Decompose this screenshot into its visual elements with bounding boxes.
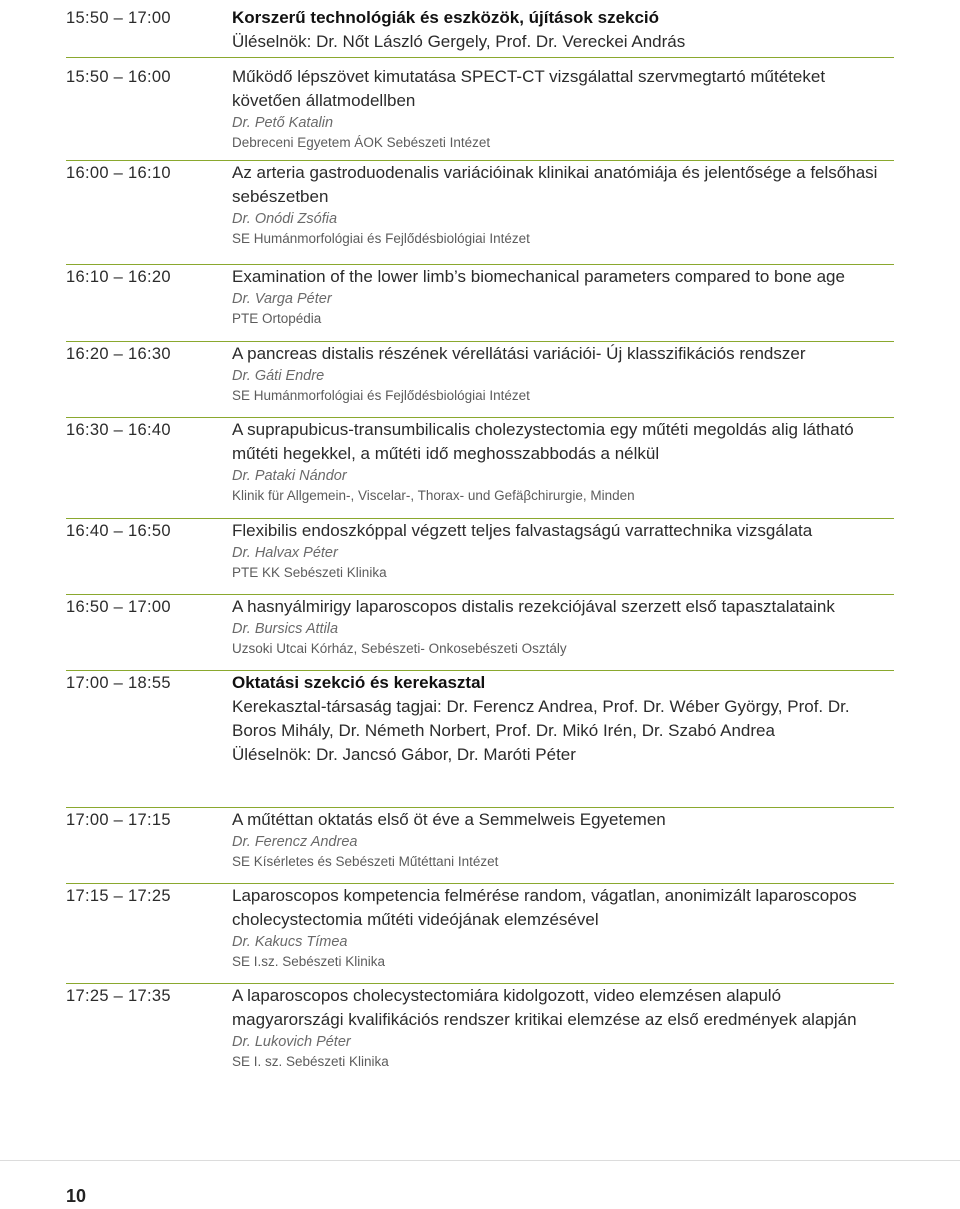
page-number: 10 [66,1186,87,1206]
program-schedule [66,0,894,1083]
item-institution: Uzsoki Utcai Kórház, Sebészeti- Onkosebészeti Osztály [232,641,567,656]
program-item [66,160,894,264]
item-title: A hasnyálmirigy laparoscopos distalis rezekciójával szerzett első tapasztalataink [232,597,835,616]
item-time: 17:15 – 17:25 [66,887,171,905]
item-speaker: Dr. Ferencz Andrea [232,834,358,850]
item-title: A pancreas distalis részének vérellátási variációi- Új klasszifikációs rendszer [232,344,806,363]
program-item [66,594,894,670]
item-time: 15:50 – 16:00 [66,68,171,86]
program-item [66,417,894,518]
item-speaker: Dr. Halvax Péter [232,545,338,561]
item-time: 17:25 – 17:35 [66,987,171,1005]
roundtable-members: Kerekasztal-társaság tagjai: Dr. Ferencz Andrea, Prof. Dr. Wéber György, Prof. Dr. Boros Mihály, Dr. Németh Norbert, Prof. Dr. Mikó Irén, Dr. Szabó Andrea [232,697,850,740]
item-speaker: Dr. Bursics Attila [232,621,339,637]
item-speaker: Dr. Pető Katalin [232,115,334,131]
item-speaker: Dr. Kakucs Tímea [232,934,348,950]
item-speaker: Dr. Pataki Nándor [232,468,347,484]
item-time: 16:20 – 16:30 [66,345,171,363]
session-time: 15:50 – 17:00 [66,9,171,27]
session-chairs: Üléselnök: Dr. Nőt László Gergely, Prof. Dr. Vereckei András [232,32,686,51]
session-title: Oktatási szekció és kerekasztal [232,673,486,692]
item-institution: PTE KK Sebészeti Klinika [232,565,387,580]
item-title: A suprapubicus-transumbilicalis cholezystectomia egy műtéti megoldás alig látható műtéti hegekkel, a műtéti idő meghosszabbodás a nélkül [232,420,854,463]
session-header-technology [66,0,894,58]
session-chairs: Üléselnök: Dr. Jancsó Gábor, Dr. Maróti Péter [232,745,576,764]
item-time: 16:30 – 16:40 [66,421,171,439]
item-institution: SE Kísérletes és Sebészeti Műtéttani Intézet [232,854,499,869]
item-time: 16:40 – 16:50 [66,522,171,540]
item-title: Flexibilis endoszkóppal végzett teljes falvastagságú varrattechnika vizsgálata [232,521,813,540]
program-item [66,883,894,983]
item-title: Examination of the lower limb’s biomechanical parameters compared to bone age [232,267,845,286]
item-institution: SE Humánmorfológiai és Fejlődésbiológiai Intézet [232,231,530,246]
item-speaker: Dr. Onódi Zsófia [232,211,338,227]
session-time: 17:00 – 18:55 [66,674,171,692]
item-title: A laparoscopos cholecystectomiára kidolgozott, video elemzésen alapuló magyarországi kvalifikációs rendszer kritikai elemzése az első eredmények alapján [232,986,857,1029]
item-title: A műtéttan oktatás első öt éve a Semmelweis Egyetemen [232,810,666,829]
session-header-education [66,670,894,807]
session-title: Korszerű technológiák és eszközök, újítások szekció [232,8,660,27]
item-title: Működő lépszövet kimutatása SPECT-CT vizsgálattal szervmegtartó műtéteket követően állatmodellben [232,67,826,110]
program-item [66,341,894,417]
item-speaker: Dr. Gáti Endre [232,368,325,384]
item-institution: PTE Ortopédia [232,311,322,326]
program-item [66,58,894,160]
footer-divider [0,1160,960,1161]
item-title: Az arteria gastroduodenalis variációinak klinikai anatómiája és jelentősége a felsőhasi sebészetben [232,163,878,206]
item-time: 17:00 – 17:15 [66,811,171,829]
item-time: 16:00 – 16:10 [66,164,171,182]
item-title: Laparoscopos kompetencia felmérése random, vágatlan, anonimizált laparoscopos cholecystectomia műtéti videójának elemzésével [232,886,857,929]
item-institution: SE Humánmorfológiai és Fejlődésbiológiai Intézet [232,388,530,403]
item-speaker: Dr. Lukovich Péter [232,1034,351,1050]
item-institution: SE I. sz. Sebészeti Klinika [232,1054,389,1069]
item-time: 16:10 – 16:20 [66,268,171,286]
program-item [66,264,894,341]
item-institution: Klinik für Allgemein-, Viscelar-, Thorax- und Gefäβchirurgie, Minden [232,488,635,503]
item-time: 16:50 – 17:00 [66,598,171,616]
program-item [66,807,894,883]
item-institution: SE I.sz. Sebészeti Klinika [232,954,386,969]
program-item [66,983,894,1083]
item-institution: Debreceni Egyetem ÁOK Sebészeti Intézet [232,135,491,150]
item-speaker: Dr. Varga Péter [232,291,332,307]
program-item [66,518,894,594]
